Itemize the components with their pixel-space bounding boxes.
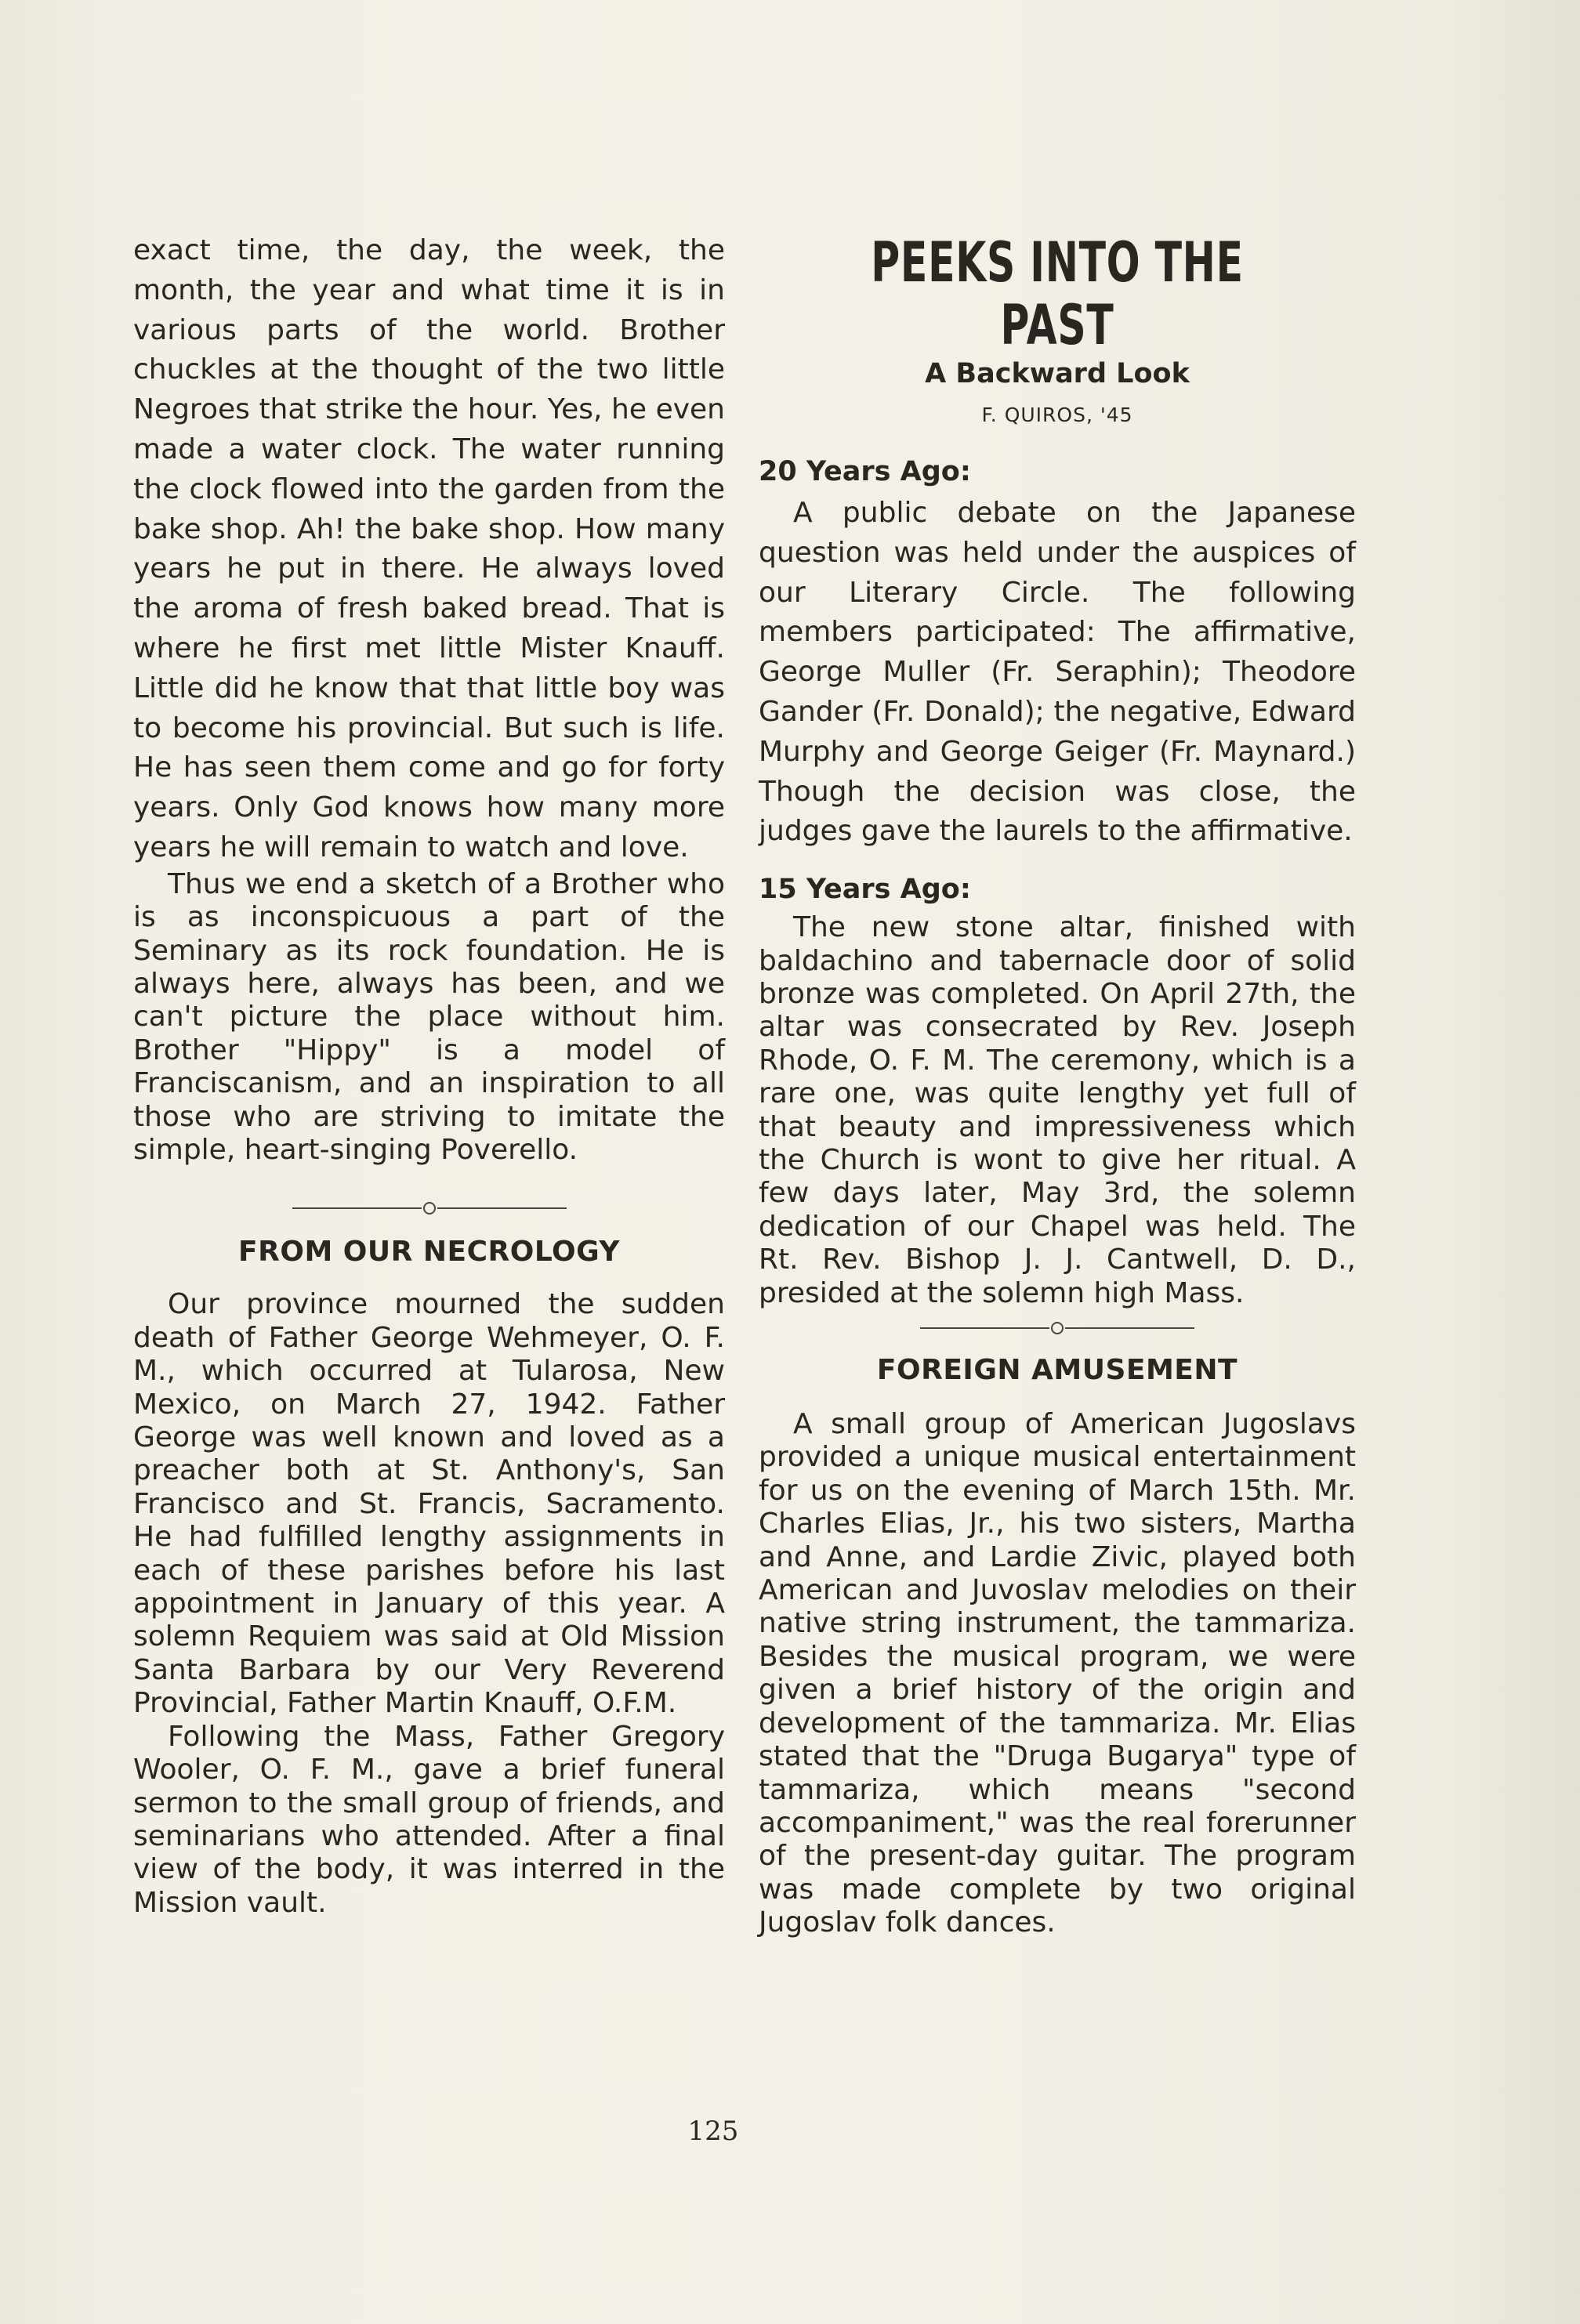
- section-divider: [759, 1316, 1356, 1340]
- section-divider: [133, 1196, 725, 1220]
- foreign-amusement-heading: FOREIGN AMUSEMENT: [876, 1354, 1238, 1387]
- brother-sketch-paragraph: exact time, the day, the week, the month, the year and what time it is in various parts of the world. Brother chuckles at the thought of the two little Negroes that strike the hour. Yes, he even made a water clock. The water running the clock flowed into the garden from the bake shop. Ah! the bake shop. How many years he put in there. He always loved the aroma of fresh baked bread. That is where he first met little Mister Knauff. Little did he know that that little boy was to become his provincial. But such is life. He has seen them come and go for forty years. Only God knows how many more years he will remain to watch and love.: [133, 234, 725, 863]
- brother-sketch-closing-paragraph: Thus we end a sketch of a Brother who is as inconspicuous a part of the Seminary as its rock foundation. He is always here, always has been, and we can't picture the place without him. Brother "Hippy" is a model of Franciscanism, and an inspiration to all those who are striving to imitate the simple, heart-singing Poverello.: [133, 867, 725, 1166]
- necrology-heading: FROM OUR NECROLOGY: [238, 1236, 620, 1269]
- fifteen-years-ago-heading: 15 Years Ago:: [759, 874, 971, 906]
- necrology-funeral-paragraph: Following the Mass, Father Gregory Wooler, O. F. M., gave a brief funeral sermon to the small group of friends, and seminarians who attended. After a final view of the body, it was interred in the Mission vault.: [133, 1720, 725, 1919]
- article-subtitle: A Backward Look: [925, 358, 1190, 389]
- twenty-years-ago-heading: 20 Years Ago:: [759, 456, 971, 487]
- article-byline: F. QUIROS, '45: [981, 404, 1133, 426]
- article-title: PEEKS INTO THE PAST: [871, 230, 1244, 357]
- twenty-years-ago-text: A public debate on the Japanese question was held under the auspices of our Literary Circle. The following members participated: The affirmative, George Muller (Fr. Seraphin); Theodore Gander (Fr. Donald); the negative, Edward Murphy and George Geiger (Fr. Maynard.) Though the decision was close, the judges gave the laurels to the affirmative.: [759, 497, 1356, 848]
- necrology-paragraph: Our province mourned the sudden death of Father George Wehmeyer, O. F. M., which occurred at Tularosa, New Mexico, on March 27, 1942. Father George was well known and loved as a preacher both at St. Anthony's, San Francisco and St. Francis, Sacramento. He had fulfilled lengthy assignments in each of these parishes before his last appointment in January of this year. A solemn Requiem was said at Old Mission Santa Barbara by our Very Reverend Provincial, Father Martin Knauff, O.F.M.: [133, 1288, 725, 1720]
- page-number: 125: [687, 2116, 739, 2147]
- left-column: [133, 231, 725, 1920]
- foreign-amusement-text: A small group of American Jugoslavs provided a unique musical entertainment for us on the evening of March 15th. Mr. Charles Elias, Jr., his two sisters, Martha and Anne, and Lardie Zivic, played both American and Juvoslav melodies on their native string instrument, the tammariza. Besides the musical program, we were given a brief history of the origin and development of the tammariza. Mr. Elias stated that the "Druga Bugarya" type of tammariza, which means "second accompaniment," was the real forerunner of the present-day guitar. The program was made complete by two original Jugoslav folk dances.: [759, 1408, 1356, 1939]
- right-column: [759, 231, 1356, 1940]
- fifteen-years-ago-text: The new stone altar, finished with baldachino and tabernacle door of solid bronze was completed. On April 27th, the altar was consecrated by Rev. Joseph Rhode, O. F. M. The ceremony, which is a rare one, was quite lengthy yet full of that beauty and impressiveness which the Church is wont to give her ritual. A few days later, May 3rd, the solemn dedication of our Chapel was held. The Rt. Rev. Bishop J. J. Cantwell, D. D., presided at the solemn high Mass.: [759, 911, 1356, 1309]
